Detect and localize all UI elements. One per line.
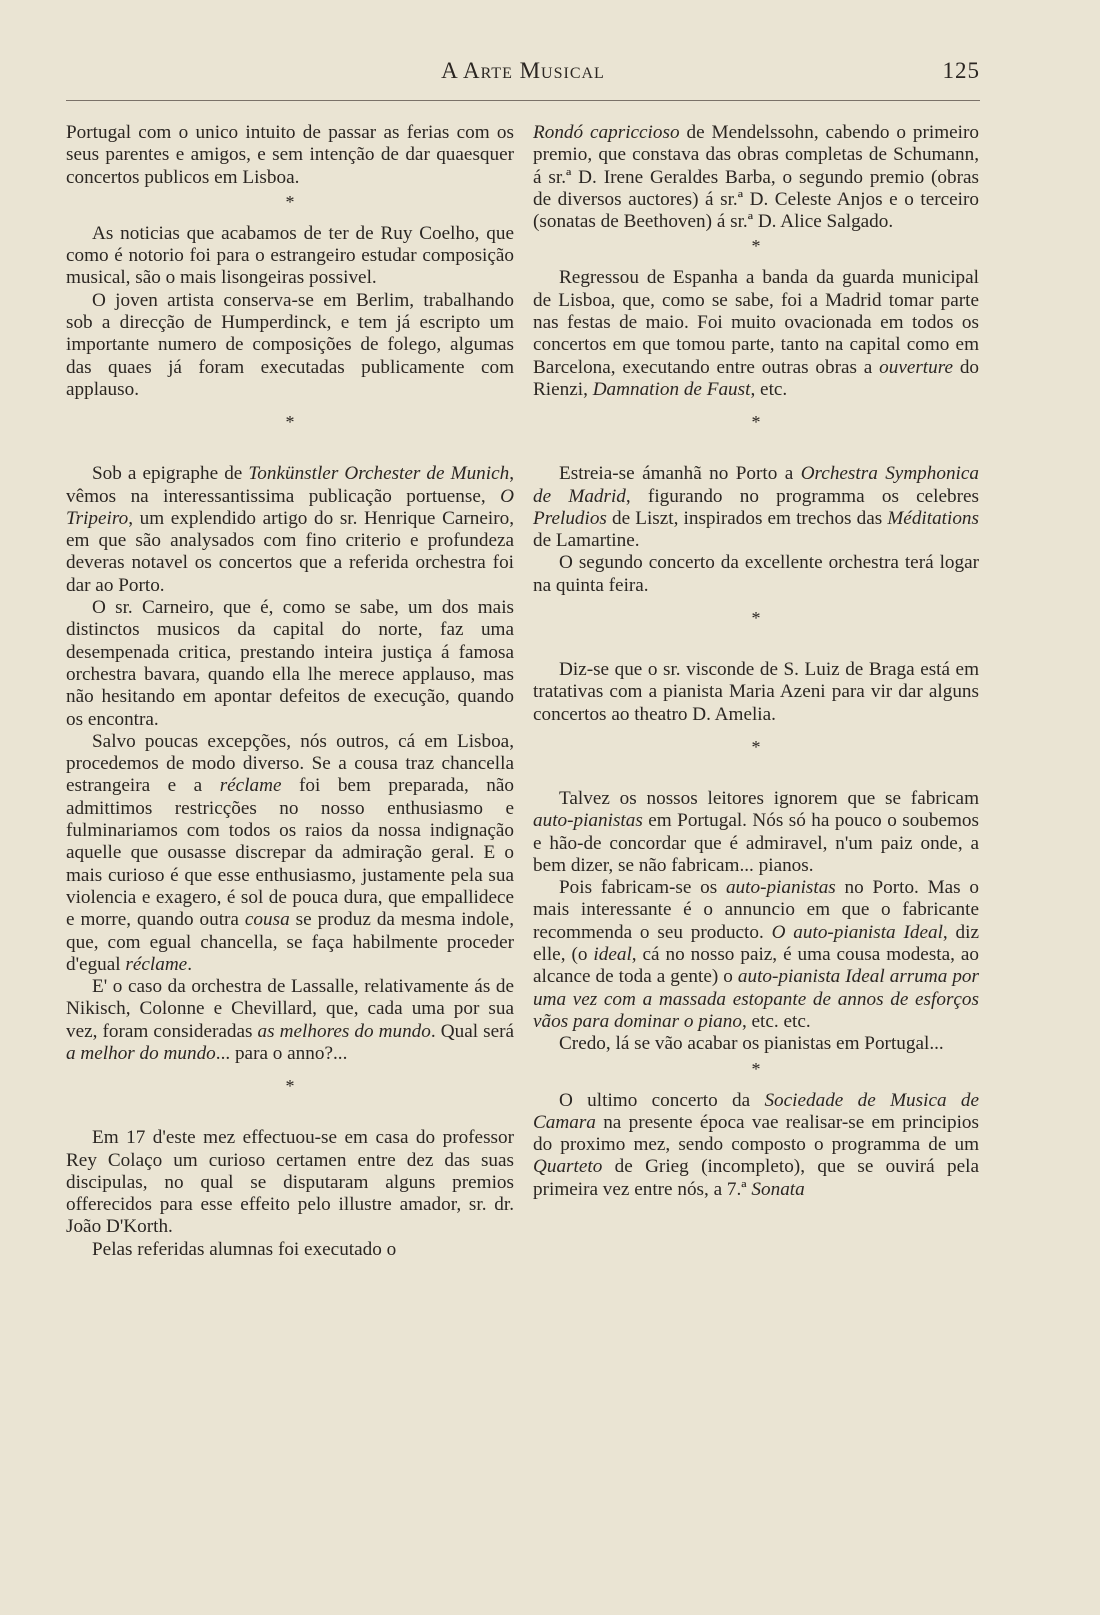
text-run: Regressou de Espanha a banda da guarda municipal de Lisboa, que, como se sabe, foi a Madrid tomar parte nas festas de maio. Foi muito ovacionada em todos os concertos em que tomou parte, tanto na capital como em Barcelona, executando entre outras obras a: [533, 267, 979, 378]
text-run: .: [187, 953, 193, 975]
text-run: Salvo poucas excepções, nós outros, cá em Lisboa, procedemos de modo diverso. Se a cousa traz chancella estrangeira e a: [66, 730, 514, 797]
section-divider: *: [285, 412, 295, 433]
running-title: A Arte Musical: [441, 58, 605, 83]
paragraph: Portugal com o unico intuito de passar as ferias com os seus parentes e amigos, e sem intenção de dar quaesquer concertos publicos em Lisboa.: [66, 122, 514, 188]
italic-run: auto-pianistas: [533, 810, 643, 832]
text-run: no Porto. Mas o mais interessante é o annuncio em que o fabricante recommenda o seu producto.: [533, 877, 979, 943]
paragraph: [533, 788, 979, 877]
italic-run: cousa: [244, 909, 290, 931]
italic-run: ouverture: [879, 356, 954, 378]
text-run: O ultimo concerto da: [559, 1089, 765, 1111]
paragraph: As noticias que acabamos de ter de Ruy Coelho, que como é notorio foi para o estrangeiro estudar composição musical, são o mais lisongeiras possivel.: [66, 222, 514, 289]
italic-run: Sonata: [751, 1178, 805, 1200]
text-run: de Mendelssohn, cabendo o primeiro premio, que constava das obras completas de Schumann, á sr.ª D. Irene Geraldes Barba, o segundo premio (obras de diversos auctores) á sr.ª D. Celeste Anjos e o terceiro (sonatas de Beethoven) á sr.ª D. Alice Salgado.: [533, 122, 979, 233]
text-run: , cá no nosso paiz, é uma cousa modesta, ao alcance de toda a gente) o: [533, 944, 979, 988]
italic-run: ideal: [593, 944, 632, 966]
italic-run: Damnation de Faust: [592, 378, 751, 400]
text-run: , etc.: [750, 378, 788, 400]
text-run: do Rienzi,: [533, 356, 980, 400]
italic-run: auto-pianistas: [725, 877, 836, 899]
text-run: E' o caso da orchestra de Lassalle, relativamente ás de Nikisch, Colonne e Chevillard, que, cada uma por sua vez, foram consideradas: [66, 976, 514, 1042]
text-run: , vêmos na interessantissima publicação portuense,: [66, 463, 514, 507]
page-header: [66, 58, 980, 86]
italic-run: a melhor do mundo: [66, 1042, 216, 1064]
text-run: Talvez os nossos leitores ignorem que se fabricam: [559, 787, 979, 809]
section-divider: *: [285, 1076, 295, 1097]
italic-run: réclame: [125, 953, 188, 975]
italic-run: O Tripeiro: [66, 485, 514, 529]
text-run: , figurando no programma os celebres: [625, 485, 979, 507]
paragraph: O joven artista conserva-se em Berlim, trabalhando sob a direcção de Humperdinck, e tem já escripto um importante numero de composições de folego, algumas das quaes já foram executadas publicamente com applauso.: [66, 289, 514, 400]
text-run: se produz da mesma indole, que, com egual chancella, se faça habilmente proceder d'egual: [66, 909, 514, 975]
italic-run: Quarteto: [533, 1156, 603, 1178]
paragraph: Diz-se que o sr. visconde de S. Luiz de Braga está em tratativas com a pianista Maria Azeni para vir dar alguns concertos ao theatro D. Amelia.: [533, 659, 979, 725]
text-run: , um explendido artigo do sr. Henrique Carneiro, em que são analysados com fino criterio e profundeza deveras notavel os concertos que a referida orchestra foi dar ao Porto.: [66, 507, 514, 596]
italic-run: O auto-pianista Ideal: [771, 921, 943, 943]
paragraph: [533, 267, 979, 401]
italic-run: Rondó capriccioso: [533, 122, 680, 143]
text-run: na presente época vae realisar-se em principios do proximo mez, sendo composto o programma de um: [533, 1111, 979, 1156]
italic-run: réclame: [219, 775, 282, 797]
paragraph: [533, 463, 979, 552]
italic-run: auto-pianista Ideal arruma por uma vez com a massada estopante de annos de esforços vãos para dominar o piano: [533, 966, 979, 1032]
paragraph: Credo, lá se vão acabar os pianistas em Portugal...: [559, 1033, 944, 1055]
paragraph: [66, 976, 514, 1065]
italic-run: Méditations: [887, 507, 979, 529]
text-run: , etc. etc.: [741, 1010, 811, 1032]
paragraph: O sr. Carneiro, que é, como se sabe, um dos mais distinctos musicos da capital do norte, faz uma desempenada critica, prestando inteira justiça á famosa orchestra bavara, quando ella lhe merece applauso, mas não hesitando em apontar defeitos de execução, quando os encontra.: [66, 597, 514, 730]
text-run: ... para o anno?...: [215, 1042, 348, 1064]
section-divider: *: [751, 412, 761, 433]
paragraph: [533, 1090, 979, 1201]
paragraph: Em 17 d'este mez effectuou-se em casa do professor Rey Colaço um curioso certamen entre dez das suas discipulas, no qual se disputaram alguns premios offerecidos para esse effeito pelo illustre amador, sr. dr. João D'Korth.: [66, 1127, 514, 1238]
paragraph: [66, 731, 514, 976]
paragraph: Pelas referidas alumnas foi executado o: [92, 1238, 397, 1260]
header-rule: [66, 100, 980, 101]
page-number: 125: [942, 58, 980, 83]
italic-run: Orchestra Symphonica de Madrid: [533, 463, 979, 507]
text-run: de Liszt, inspirados em trechos das: [606, 507, 888, 529]
section-divider: *: [751, 1058, 761, 1079]
section-divider: *: [751, 736, 761, 757]
italic-run: Sociedade de Musica de Camara: [533, 1089, 979, 1133]
paragraph: [66, 463, 514, 597]
section-divider: *: [751, 608, 761, 629]
text-run: em Portugal. Nós só ha pouco o soubemos e hão-de concordar que é admiravel, n'um paiz onde, a bem dizer, se não fabricam... pianos.: [533, 810, 979, 876]
text-run: , diz elle, (o: [533, 921, 979, 966]
text-run: Sob a epigraphe de: [92, 463, 249, 485]
text-run: . Qual será: [430, 1020, 514, 1042]
text-run: de Grieg (incompleto), que se ouvirá pela primeira vez entre nós, a 7.ª: [533, 1156, 979, 1200]
right-column: [533, 122, 979, 1201]
paragraph: [533, 122, 979, 233]
section-divider: *: [751, 236, 761, 257]
italic-run: as melhores do mundo: [257, 1020, 431, 1042]
text-run: de Lamartine.: [533, 530, 640, 552]
italic-run: Preludios: [533, 507, 607, 529]
text-run: foi bem preparada, não admittimos restricções no nosso enthusiasmo e fulminariamos com todos os raios da nossa indignação aquelle que ousasse discrepar da admiração geral. E o mais curioso é que esse enthusiasmo, justamente pela sua violencia e exagero, é sol de pouca dura, que empallidece e morre, quando outra: [66, 775, 514, 931]
section-divider: *: [285, 191, 295, 212]
paragraph: O segundo concerto da excellente orchestra terá logar na quinta feira.: [533, 552, 979, 596]
text-run: Pois fabricam-se os: [559, 877, 726, 899]
paragraph: [533, 877, 979, 1033]
text-run: Estreia-se ámanhã no Porto a: [559, 463, 801, 485]
italic-run: Tonkünstler Orchester de Munich: [248, 463, 510, 485]
left-column: [66, 122, 514, 1261]
